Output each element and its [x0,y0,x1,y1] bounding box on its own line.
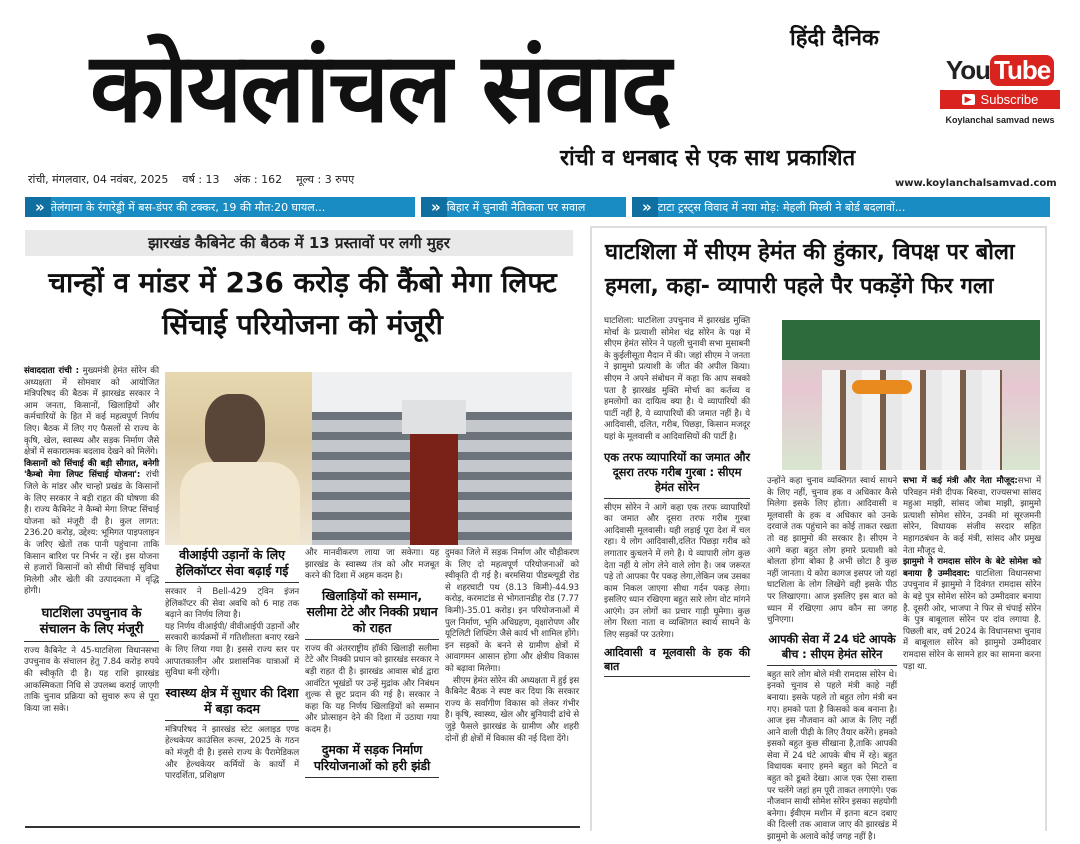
newspaper-tagline: रांची व धनबाद से एक साथ प्रकाशित [560,146,856,171]
main-headline: चान्हों व मांडर में 236 करोड़ की कैंबो मेगा लिफ्ट सिंचाई परियोजना को मंजूरी [48,266,557,341]
section-heading: स्वास्थ्य क्षेत्र में सुधार की दिशा में बड़ा कदम [165,685,299,721]
section-heading: आदिवासी व मूलवासी के हक की बात [604,646,750,677]
story-kicker: झारखंड कैबिनेट की बैठक में 13 प्रस्तावों पर लगी मुहर [25,230,573,256]
section-heading: घाटशिला उपचुनाव के संचालन के लिए मंजूरी [24,606,159,642]
left-column-2: वीआईपी उड़ानों के लिए हेलिकॉप्टर सेवा बढ़ाई गई सरकार ने Bell-429 ट्विन इंजन हेलिकॉप्टर की सेवा अवधि को 6 माह तक बढ़ाने का निर्णय लिया है। यह निर्णय वीआईपी/ वीवीआईपी उड़ानों और सरकारी कार्यक्रमों में गतिशीलता बनाए रखने के लिए लिया गया है। इससे राज्य स्तर पर आपातकालीन और प्रशासनिक यात्राओं में सुविधा बनी रहेगी। स्वास्थ्य क्षेत्र में सुधार की दिशा में बड़ा कदम मंत्रिपरिषद ने झारखंड स्टेट अलाइड एण्ड हेल्थकेयर काउंसिल रूल्स, 2025 के गठन को मंजूरी दी है। इससे राज्य के पैरामेडिकल और हेल्थकेयर कर्मियों के कार्यों में पारदर्शिता, प्रशिक्षण [165,547,299,782]
youtube-subscribe-badge[interactable] [940,55,1060,125]
youtube-logo: You Tube [940,55,1060,86]
ticker-item[interactable]: » टाटा ट्रस्ट्स विवाद में नया मोड़: मेहली मिस्त्री ने बोर्ड बदलावों... [632,197,1050,217]
channel-name: Koylanchal samvad news [945,115,1055,125]
play-icon: ▶ [962,94,975,105]
article-paragraph: किसानों को सिंचाई की बड़ी सौगात, बनेगी 'कैम्बो मेगा लिफ्ट सिंचाई योजना': रांची जिले के मांडर और चान्हो प्रखंड के किसानों के लिए सरकार ने बड़ी राहत की घोषणा की है। राज्य कैबिनेट ने कैम्बो मेगा लिफ्ट सिंचाई योजना को मंजूरी दी है। कुल लागत: 236.20 करोड़, उद्देश्य: भूमिगत पाइपलाइन के जरिए खेतों तक पानी पहुंचाना ताकि किसान बारिश पर निर्भर न रहें। इस योजना से हजारों किसानों को सीधी सिंचाई सुविधा मिलेगी और खेती की उत्पादकता में वृद्धि होगी। [24,458,159,597]
section-heading: खिलाड़ियों को सम्मान, सलीमा टेटे और निक्की प्रधान को राहत [305,588,439,640]
article-paragraph: राज्य कैबिनेट ने 45-घाटशिला विधानसभा उपचुनाव के संचालन हेतु 7.84 करोड़ रुपये की स्वीकृति दी है। यह राशि झारखंड आकस्मिकता निधि से उपलब्ध कराई जाएगी ताकि चुनाव प्रक्रिया को सुचारु रूप से पूरा किया जा सके। [24,645,159,714]
section-heading: वीआईपी उड़ानों के लिए हेलिकॉप्टर सेवा बढ़ाई गई [165,547,299,583]
left-column-3: और मानवीकरण लाया जा सकेगा। यह झारखंड के स्वास्थ्य तंत्र को और मजबूत करने की दिशा में अहम कदम है। खिलाड़ियों को सम्मान, सलीमा टेटे और निक्की प्रधान को राहत राज्य की अंतरराष्ट्रीय हॉकी खिलाड़ी सलीमा टेटे और निक्की प्रधान को झारखंड सरकार ने बड़ी राहत दी है। झारखंड आवास बोर्ड द्वारा आवंटित भूखंडों पर उन्हें मुद्रांक और निबंधन शुल्क से छूट प्रदान की गई है। सरकार ने कहा कि यह निर्णय खिलाड़ियों को सम्मान और प्रोत्साहन देने की दिशा में उठाया गया कदम है। दुमका में सड़क निर्माण परियोजनाओं को हरी झंडी [305,548,439,782]
section-heading: एक तरफ व्यापारियों का जमात और दूसरा तरफ गरीब गुरबा : सीएम हेमंत सोरेन [604,450,750,499]
chevron-right-icon: » [421,197,447,217]
left-column-4: दुमका जिले में सड़क निर्माण और चौड़ीकरण के लिए दो महत्वपूर्ण परियोजनाओं को स्वीकृति दी गई है। बरमसिया पीडब्ल्यूडी रोड से शहरघाटी पथ (8.13 किमी)-44.93 करोड़, करमाटांड से भोगतानडीह रोड (7.77 किमी)-35.01 करोड़। इन परियोजनाओं में पुल निर्माण, भूमि अधिग्रहण, वृक्षारोपण और यूटिलिटी शिफ्टिंग जैसे कार्य भी शामिल होंगे। इन सड़कों के बनने से ग्रामीण क्षेत्रों में आवागमन आसान होगा और क्षेत्रीय विकास को बढ़ावा मिलेगा। सीएम हेमंत सोरेन की अध्यक्षता में हुई इस कैबिनेट बैठक ने स्पष्ट कर दिया कि सरकार राज्य के सर्वांगीण विकास को लेकर गंभीर है। कृषि, स्वास्थ्य, खेल और बुनियादी ढांचे से जुड़े फैसले झारखंड के ग्रामीण और शहरी दोनों ही क्षेत्रों में विकास की नई दिशा देंगे। [445,548,579,744]
article-paragraph: संवाददाता रांची : मुख्यमंत्री हेमंत सोरेन की अध्यक्षता में सोमवार को आयोजित मंत्रिपरिषद की बैठक में झारखंड सरकार ने आम जनता, किसानों, खिलाड़ियों और कर्मचारियों के हित में कई महत्वपूर्ण निर्णय लिए। बैठक में लिए गए फैसलों से राज्य के कृषि, खेल, स्वास्थ्य और सड़क निर्माण जैसे क्षेत्रों में सकारात्मक बदलाव देखने को मिलेंगे। [24,366,159,458]
newspaper-title: कोयलांचल संवाद [90,32,670,144]
section-heading: दुमका में सड़क निर्माण परियोजनाओं को हरी झंडी [305,742,439,778]
section-heading: आपकी सेवा में 24 घंटे आपके बीच : सीएम हेमंत सोरेन [767,632,897,666]
chevron-right-icon: » [25,197,51,217]
left-column-1 [24,366,159,715]
cm-photo [165,372,315,545]
right-column-1: घाटशिला: घाटशिला उपचुनाव में झारखंड मुक्ति मोर्चा के प्रत्याशी सोमेश चंद्र सोरेन के पक्ष में सीएम हेमंत सोरेन ने पहली चुनावी सभा मुसाबनी के कुईलीसूता मैदान में की। जहां सीएम ने जनता ने झामुमो प्रत्याशी के जीत की अपील किया। सीएम ने अपने संबोधन में कहा कि आप सबको पता है झारखंड मुक्ति मोर्चा का कर्तव्य व हमलोगों का दायित्व क्या है। ये व्यापारियों की पार्टी नहीं है, ये व्यापारियों की जमात नहीं है। ये आदिवासी, दलित, गरीब, पिछड़ा, किसान मजदूर यहां के मूलवासी व आदिवासियों की पार्टी है। एक तरफ व्यापारियों का जमात और दूसरा तरफ गरीब गुरबा : सीएम हेमंत सोरेन सीएम सोरेन ने आगे कहा एक तरफ व्यापारियों का जमात और दूसरा तरफ गरीब गुरबा आदिवासी मूलवासी। यही लड़ाई पूरा देश में चल रहा। ये लोग आदिवासी,दलित पिछड़ा गरीब को लगातार कुचलने में लगे है। ये व्यापारी लोग कुछ देता नहीं ये लोग लेने वाले लोग है। जब जरूरत पड़े तो आपका पैर पकड़ लेगा,लेकिन जब उसका काम निकल जाएगा सीधा गर्दन पकड़ लेगा। इसलिए ध्यान रखिएगा बहुत सारे लोग वोट मांगने आएंगे। उन लोगों का प्रचार गाड़ी घूमेगा। कुछ लोग रिश्ता नाता व व्यक्तिगत स्वार्थ साधने के लिए सड़कों पर उतरेगा। आदिवासी व मूलवासी के हक की बात [604,316,750,680]
right-column-2: उन्होंने कहा चुनाव व्यक्तिगत स्वार्थ साधने के लिए नहीं, चुनाव हक व अधिकार कैसे मिलेगा इसके लिए होता। आदिवासी व मूलवासी के हक व अधिकार को उनके दरवाजे तक पहुंचाने का कोई ताकत रखता तो वह झामुमो की सरकार है। सीएम ने आगे कहा बहुत लोग हमारे प्रत्याशी को बोलता होगा बोका है अभी छोटा है कुछ नहीं जानता। ये कोरा कागज इसपर जो यहां घाटशिला के लोग लिखेंगे वही इसके पीठ पर लिखाएगा। आज इसलिए इस बात को ध्यान में रखिएगा आप कौन सा जगह चुनिएगा। आपकी सेवा में 24 घंटे आपके बीच : सीएम हेमंत सोरेन बहुत सारे लोग बोले मंत्री रामदास सोरेन थे। इनको चुनाव से पहले मंत्री काहे नहीं बनाया। इसके पहले तो बहुत लोग मंत्री बन गए। हमको पता है किसको कब बनाना है। आज इस नौजवान को आज के लिए नहीं आने वाली पीढ़ी के लिए तैयार करेंगे। हमको इसको बहुत कुछ सीखाना है,ताकि आपकी सेवा में 24 घंटे आपके बीच में रहे। बहुत विधायक बनाए हमने बहुत को मिटते व बहुत को डूबते देखा। आज एक ऐसा रास्ता पर चलेंगे जहां हम पूरी ताकत लगाएंगे। एक नौजवान साथी सोमेश सोरेन इसका सहयोगी बनेगा। ईवीएम मशीन में इतना बटन दबाए की दिल्ली तक आवाज जाए की झारखंड में झामुमो के अलावे कोई जगह नहीं है। [767,476,897,843]
subscribe-button[interactable]: ▶ Subscribe [940,90,1060,109]
right-headline: घाटशिला में सीएम हेमंत की हुंकार, विपक्ष पर बोला हमला, कहा- व्यापारी पहले पैर पकड़ेंगे फिर गला [605,240,1015,299]
rally-photo [782,320,1040,470]
ticker-item[interactable]: » तेलंगाना के रंगारेड्डी में बस-डंपर की टक्कर, 19 की मौत:20 घायल... [25,197,415,217]
chevron-right-icon: » [632,197,658,217]
ticker-item[interactable]: » बिहार में चुनावी नैतिकता पर सवाल [421,197,626,217]
building-photo [312,372,572,545]
right-column-3: सभा में कई मंत्री और नेता मौजूद:सभा में परिवहन मंत्री दीपक बिरुवा, राज्यसभा सांसद महुआ माझी, सांसद जोबा माझी, झामुमो प्रत्याशी सोमेश सोरेन, उनकी मां सूरजमनी सोरेन, विधायक संजीव सरदार सहित महागठबंधन के कई मंत्री, सांसद और प्रमुख नेता मौजूद थे. झामुमो ने रामदास सोरेन के बेटे सोमेश को बनाया है उम्मीदवार: घाटशिला विधानसभा उपचुनाव में झामुमो ने दिवंगत रामदास सोरेन के बड़े पुत्र सोमेश सोरेन को उम्मीदवार बनाया है. दूसरी ओर, भाजपा ने फिर से चंपाई सोरेन के पुत्र बाबूलाल सोरेन पर दांव लगाया है. पिछली बार, वर्ष 2024 के विधानसभा चुनाव में बाबूलाल सोरेन को झामुमो उम्मीदवार रामदास सोरेन के सामने हार का सामना करना पड़ा था. [903,476,1041,672]
newspaper-subtitle: हिंदी दैनिक [790,26,879,51]
dateline: रांची, मंगलवार, 04 नवंबर, 2025 वर्ष : 13 अंक : 162 मूल्य : 3 रुपए [28,173,355,186]
news-ticker [25,197,1050,217]
website-url[interactable]: www.koylanchalsamvad.com [895,178,1057,189]
divider [25,826,580,828]
